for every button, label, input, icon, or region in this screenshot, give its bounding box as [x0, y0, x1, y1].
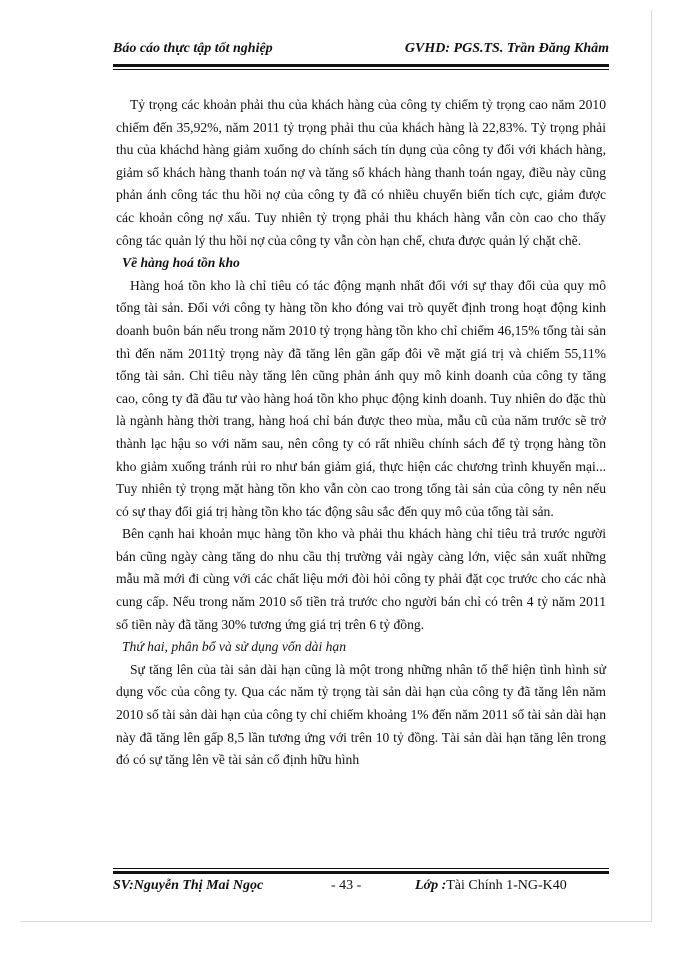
footer-student-name: SV:Nguyễn Thị Mai Ngọc — [113, 878, 264, 893]
paragraph-prepayments: Bên cạnh hai khoản mục hàng tồn kho và phải thu khách hàng chỉ tiêu trả trước người bán cũng ngày càng tăng do nhu cầu thị trường vải ngày càng lớn, việc sản xuất những mẫu mã mới đi cùng với các chất liệu mới đòi hỏi công ty phải đặt cọc trước cho các nhà cung cấp. Nếu trong năm 2010 số tiền trả trước cho người bán chỉ có trên 4 tỷ năm 2011 số tiền này đã tăng 30% tương ứng giá trị trên 6 tỷ đồng. — [116, 526, 606, 632]
page-edge-bottom — [20, 921, 652, 922]
paragraph-long-term-assets: Sự tăng lên của tài sản dài hạn cũng là một trong những nhân tố thể hiện tình hình sử dụng vốc của công ty. Qua các năm tỷ trọng tài sản dài hạn của công ty đã tăng lên năm 2010 số tài sản dài hạn của công ty chỉ chiếm khoảng 1% đến năm 2011 số tài sản dài hạn này đã tăng lên gấp 8,5 lần tương ứng với trên 10 tỷ đồng. Tài sản dài hạn tăng lên trong đó có sự tăng lên về tài sản cố định hữu hình — [116, 661, 606, 768]
page-number: - 43 - — [331, 878, 362, 893]
paragraph-receivables: Tỷ trọng các khoản phải thu của khách hàng của công ty chiếm tỷ trọng cao năm 2010 chiếm đến 35,92%, năm 2011 tỷ trọng phải thu của khách hàng là 22,83%. Tỷ trọng phải thu của kháchd hàng giảm xuống do chính sách tín dụng của công ty đối với khách hàng, giảm số khách hàng thanh toán nợ và tăng số khách hàng thanh toán ngay, điều này cũng phản ánh công tác thu hồi nợ của công ty đã có nhiều chuyển biến tích cực, giảm được các khoản công nợ xấu. Tuy nhiên tỷ trọng phải thu khách hàng vẫn còn cao cho thấy công tác quản lý thu hồi nợ của công ty vẫn còn hạn chế, chưa được quản lý chặt chẽ. — [116, 97, 606, 248]
page-header — [113, 38, 609, 62]
page-footer — [113, 878, 609, 900]
footer-class-label: Lớp : — [415, 878, 447, 893]
header-rule-thin — [113, 69, 609, 70]
footer-class — [415, 878, 567, 894]
header-supervisor: GVHD: PGS.TS. Trần Đăng Khâm — [404, 41, 609, 56]
page-edge-right — [651, 10, 652, 922]
paragraph-inventory: Hàng hoá tồn kho là chỉ tiêu có tác động mạnh nhất đối với sự thay đổi của quy mô tổng tài sản. Đối với công ty hàng tồn kho đóng vai trò quyết định trong hoạt động kinh doanh buôn bán nếu trong năm 2010 tỷ trọng hàng tồn kho chỉ chiếm 46,15% tổng tài sản thì đến năm 2011tỷ trọng này đã tăng lên gần gấp đôi về mặt giá trị và chiếm 55,11% tổng tài sản. Chỉ tiêu này tăng lên cũng phản ánh quy mô kinh doanh của công ty tăng cao, công ty đã đầu tư vào hàng hoá tồn kho phục động kinh doanh. Tuy nhiên do đặc thù là ngành hàng thời trang, hàng hoá chỉ bán được theo mùa, mẫu cũ của năm trước sẽ trở thành lạc hậu so với năm sau, nên công ty có rất nhiều chính sách để tỷ trọng hàng tồn kho giảm xuống tránh rủi ro như bán giảm giá, thực hiện các chương trình khuyến mại... Tuy nhiên tỷ trọng mặt hàng tồn kho vẫn còn cao trong tổng tài sản của công ty nên nếu có sự thay đổi giá trị hàng tồn kho tác động sâu sắc đến quy mô của tổng tài sản. — [116, 277, 606, 519]
footer-rule-thin — [113, 868, 609, 869]
heading-long-term-capital: Thứ hai, phân bổ và sử dụng vốn dài hạn — [122, 639, 347, 655]
header-report-title: Báo cáo thực tập tốt nghiệp — [113, 41, 273, 56]
footer-class-value: Tài Chính 1-NG-K40 — [446, 878, 567, 893]
heading-inventory: Về hàng hoá tồn kho — [122, 255, 240, 271]
header-rule-thick — [113, 64, 609, 67]
body-text — [116, 94, 606, 772]
footer-rule-thick — [113, 871, 609, 874]
